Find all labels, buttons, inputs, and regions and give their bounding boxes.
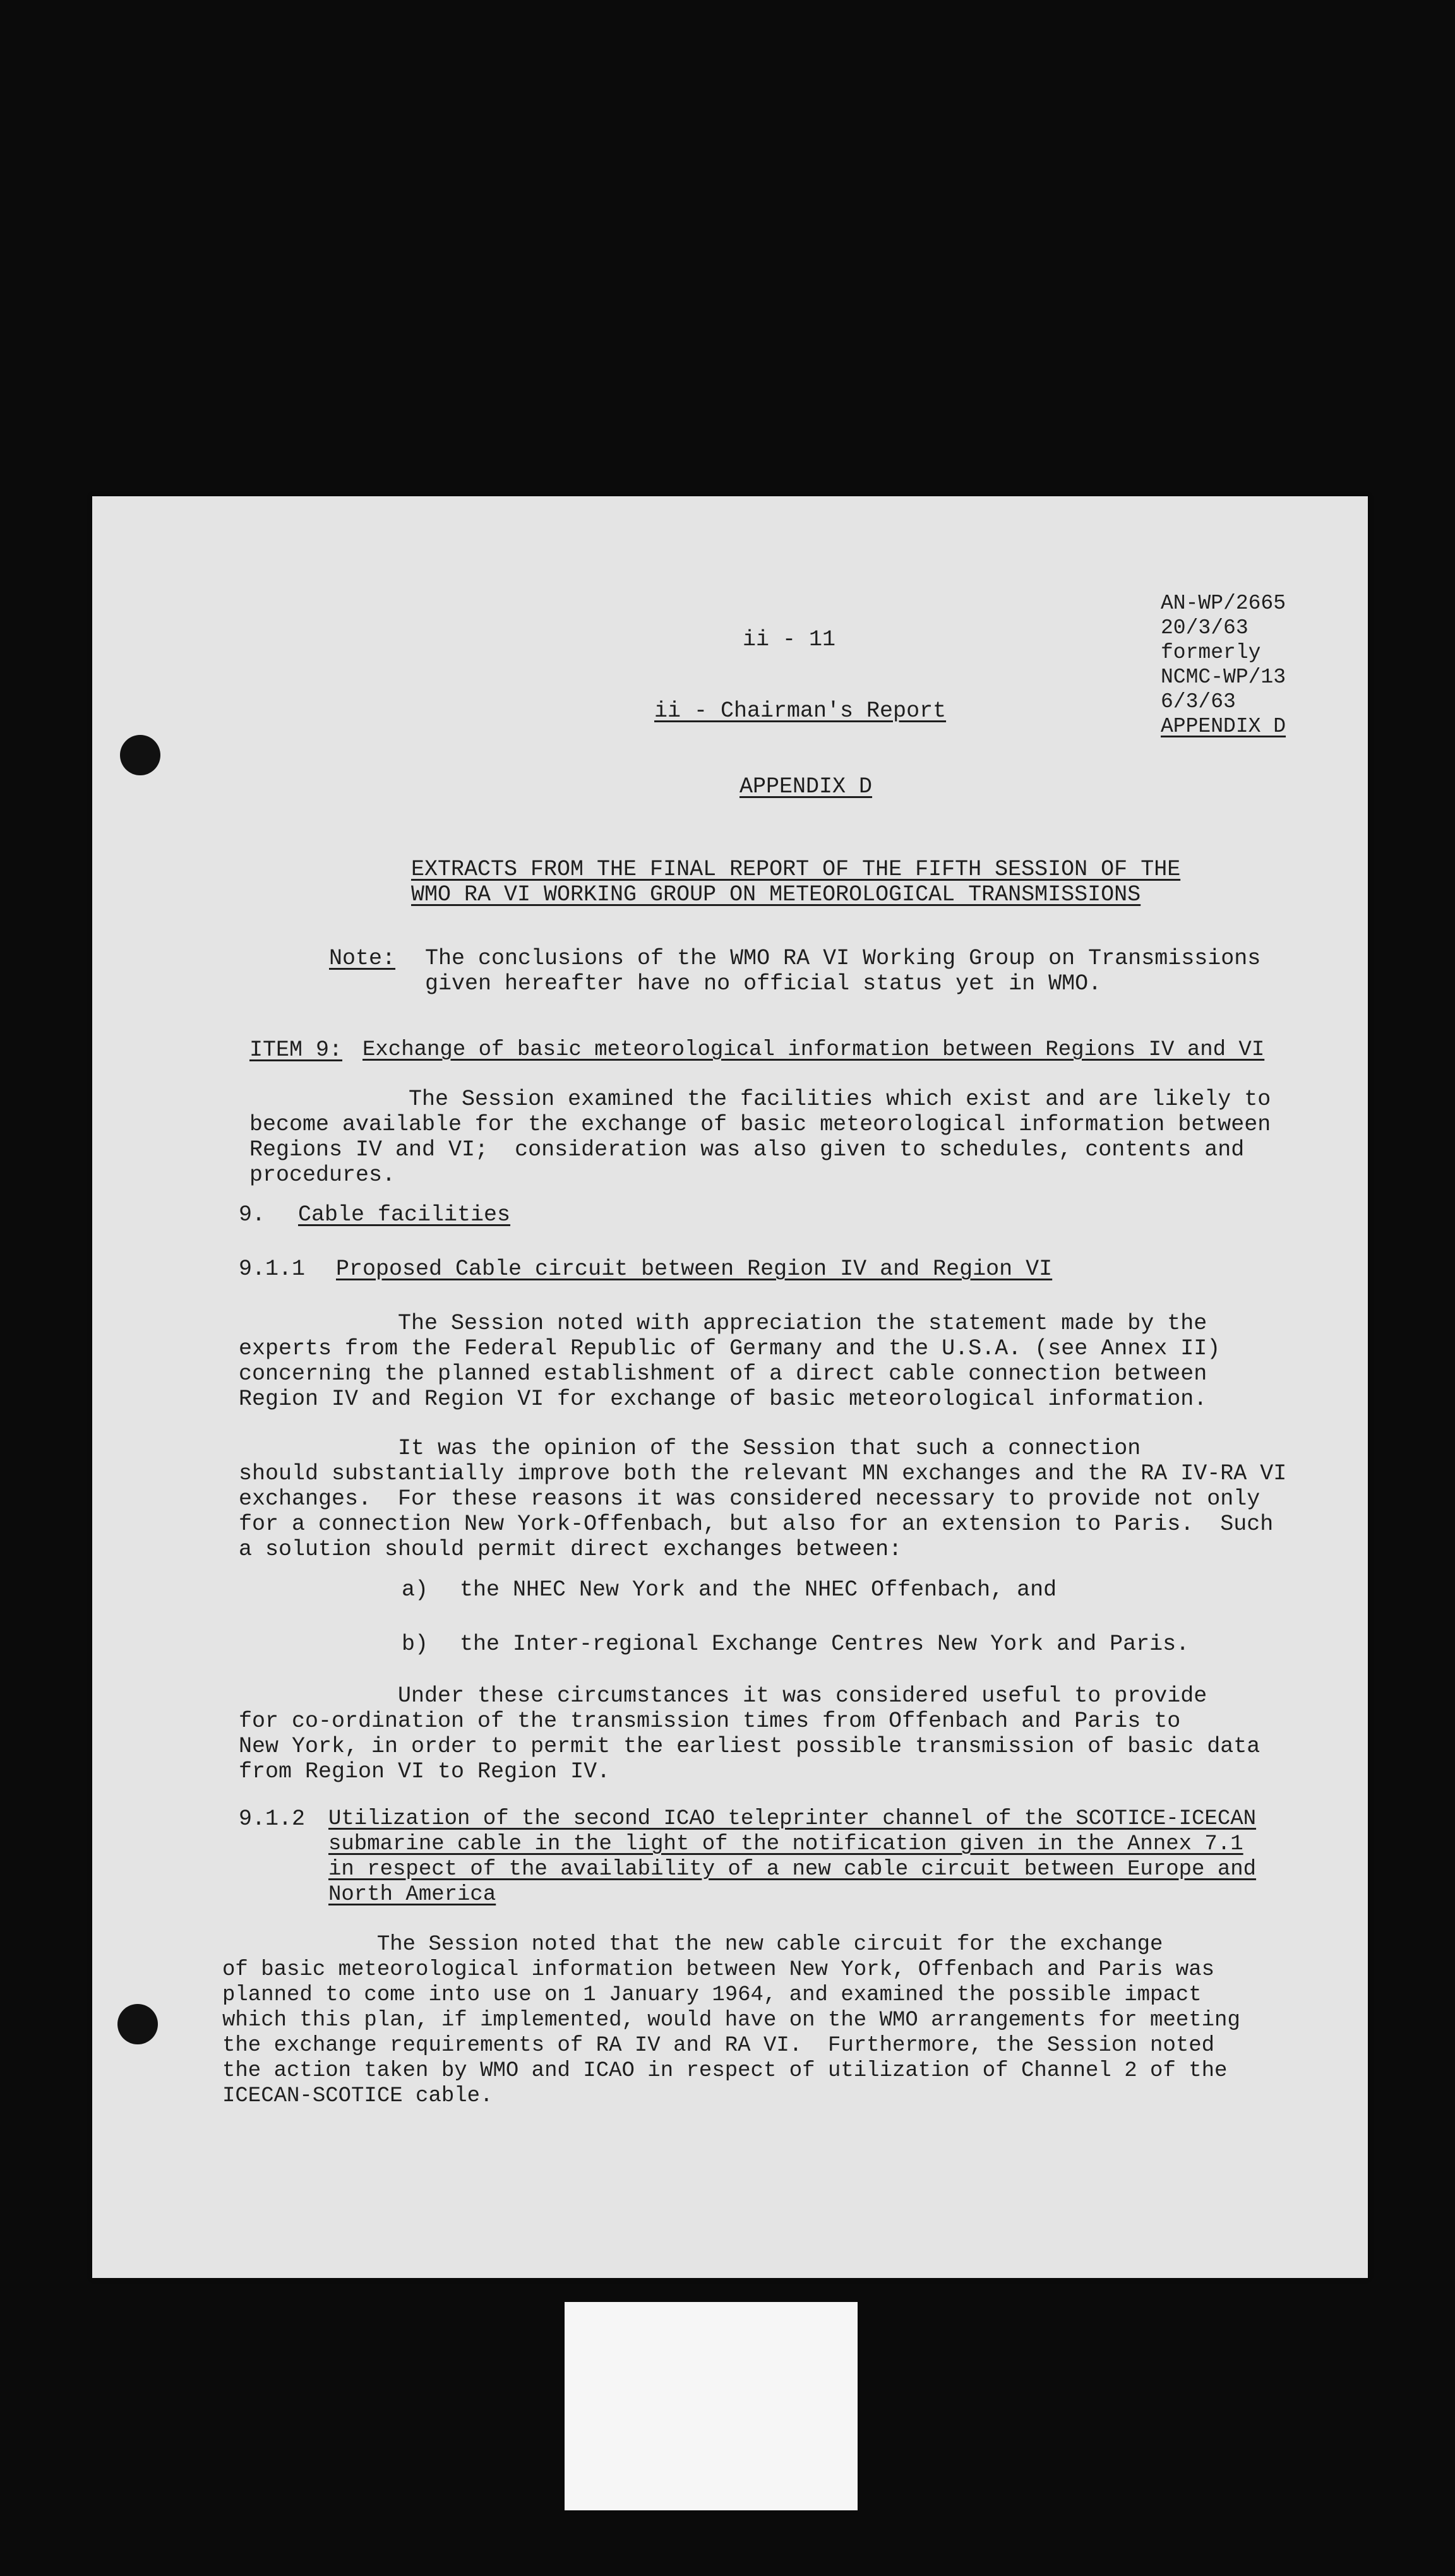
paragraph-line: the exchange requirements of RA IV and RA VI. Furthermore, the Session noted: [222, 2034, 1215, 2058]
paragraph-line: Regions IV and VI; consideration was also given to schedules, contents and: [249, 1137, 1245, 1162]
section-911-paragraph-3: [239, 1683, 1260, 1784]
section-911-paragraph-2: [239, 1436, 1286, 1562]
paragraph-line: concerning the planned establishment of a direct cable connection between: [239, 1361, 1207, 1386]
reference-line: 20/3/63: [1161, 616, 1248, 640]
section-912-number: 9.1.2: [239, 1806, 306, 1832]
note-label: Note:: [329, 946, 396, 971]
extract-title-line: WMO RA VI WORKING GROUP ON METEOROLOGICAL TRANSMISSIONS: [411, 882, 1141, 907]
blank-label-card: [565, 2302, 858, 2510]
list-item-text: the Inter-regional Exchange Centres New York and Paris.: [460, 1631, 1190, 1657]
item9-label: ITEM 9:: [249, 1037, 343, 1063]
appendix-title: APPENDIX D: [739, 774, 873, 799]
paragraph-line: The Session noted that the new cable circuit for the exchange: [222, 1933, 1163, 1957]
paragraph-line: for a connection New York-Offenbach, but also for an extension to Paris. Such: [239, 1512, 1274, 1537]
section-912-paragraph: [222, 1932, 1240, 2109]
punch-hole-top: [120, 735, 160, 775]
section-912-title: [328, 1806, 1256, 1907]
reference-line: NCMC-WP/13: [1161, 665, 1286, 689]
paragraph-line: The Session examined the facilities which exist and are likely to: [249, 1087, 1271, 1112]
paragraph-line: Under these circumstances it was considered useful to provide: [239, 1683, 1207, 1708]
paragraph-line: The Session noted with appreciation the statement made by the: [239, 1311, 1207, 1336]
list-marker: b): [402, 1631, 429, 1657]
extract-title: [411, 857, 1180, 907]
paragraph-line: the action taken by WMO and ICAO in respect of utilization of Channel 2 of the: [222, 2059, 1228, 2083]
paragraph-line: should substantially improve both the relevant MN exchanges and the RA IV-RA VI: [239, 1461, 1287, 1486]
reference-block: [1161, 591, 1286, 739]
paragraph-line: experts from the Federal Republic of Germany and the U.S.A. (see Annex II): [239, 1336, 1221, 1361]
section-911-paragraph-1: [239, 1311, 1220, 1412]
section-title: ii - Chairman's Report: [654, 698, 947, 724]
section-912-title-line: in respect of the availability of a new cable circuit between Europe and: [328, 1857, 1257, 1881]
section-9-number: 9.: [239, 1202, 266, 1227]
paragraph-line: a solution should permit direct exchanges between:: [239, 1537, 902, 1562]
item9-title: Exchange of basic meteorological information between Regions IV and VI: [362, 1038, 1265, 1062]
section-912-title-line: submarine cable in the light of the notification given in the Annex 7.1: [328, 1832, 1243, 1856]
paragraph-line: It was the opinion of the Session that such a connection: [239, 1436, 1141, 1461]
extract-title-line: EXTRACTS FROM THE FINAL REPORT OF THE FIFTH SESSION OF THE: [411, 857, 1181, 882]
note-line: The conclusions of the WMO RA VI Working Group on Transmissions: [425, 946, 1261, 971]
paragraph-line: New York, in order to permit the earliest possible transmission of basic data: [239, 1734, 1260, 1759]
punch-hole-bottom: [117, 2004, 158, 2044]
note-line: given hereafter have no official status yet in WMO.: [425, 971, 1102, 996]
reference-line: formerly: [1161, 641, 1261, 664]
paragraph-line: become available for the exchange of basic meteorological information between: [249, 1112, 1271, 1137]
paragraph-line: from Region VI to Region IV.: [239, 1759, 611, 1784]
reference-line: APPENDIX D: [1161, 715, 1286, 738]
paragraph-line: of basic meteorological information between New York, Offenbach and Paris was: [222, 1958, 1215, 1982]
section-911-number: 9.1.1: [239, 1256, 306, 1282]
section-9-title: Cable facilities: [298, 1202, 511, 1227]
paragraph-line: exchanges. For these reasons it was considered necessary to provide not only: [239, 1486, 1260, 1512]
paragraph-line: Region IV and Region VI for exchange of basic meteorological information.: [239, 1386, 1207, 1412]
section-912-title-line: Utilization of the second ICAO teleprinter channel of the SCOTICE-ICECAN: [328, 1807, 1257, 1831]
paragraph-line: procedures.: [249, 1162, 396, 1188]
section-911-title: Proposed Cable circuit between Region IV and Region VI: [336, 1256, 1053, 1282]
note-text: [425, 946, 1260, 996]
section-912-title-line: North America: [328, 1883, 496, 1907]
paragraph-line: which this plan, if implemented, would have on the WMO arrangements for meeting: [222, 2008, 1240, 2032]
document-page: [92, 496, 1368, 2278]
reference-line: 6/3/63: [1161, 690, 1236, 713]
item9-intro: [249, 1087, 1271, 1188]
list-item-text: the NHEC New York and the NHEC Offenbach, and: [460, 1577, 1057, 1602]
list-marker: a): [402, 1577, 429, 1602]
paragraph-line: planned to come into use on 1 January 1964, and examined the possible impact: [222, 1983, 1202, 2007]
paragraph-line: for co-ordination of the transmission times from Offenbach and Paris to: [239, 1708, 1181, 1734]
reference-line: AN-WP/2665: [1161, 592, 1286, 615]
page-number: ii - 11: [743, 627, 836, 652]
paragraph-line: ICECAN-SCOTICE cable.: [222, 2084, 493, 2108]
